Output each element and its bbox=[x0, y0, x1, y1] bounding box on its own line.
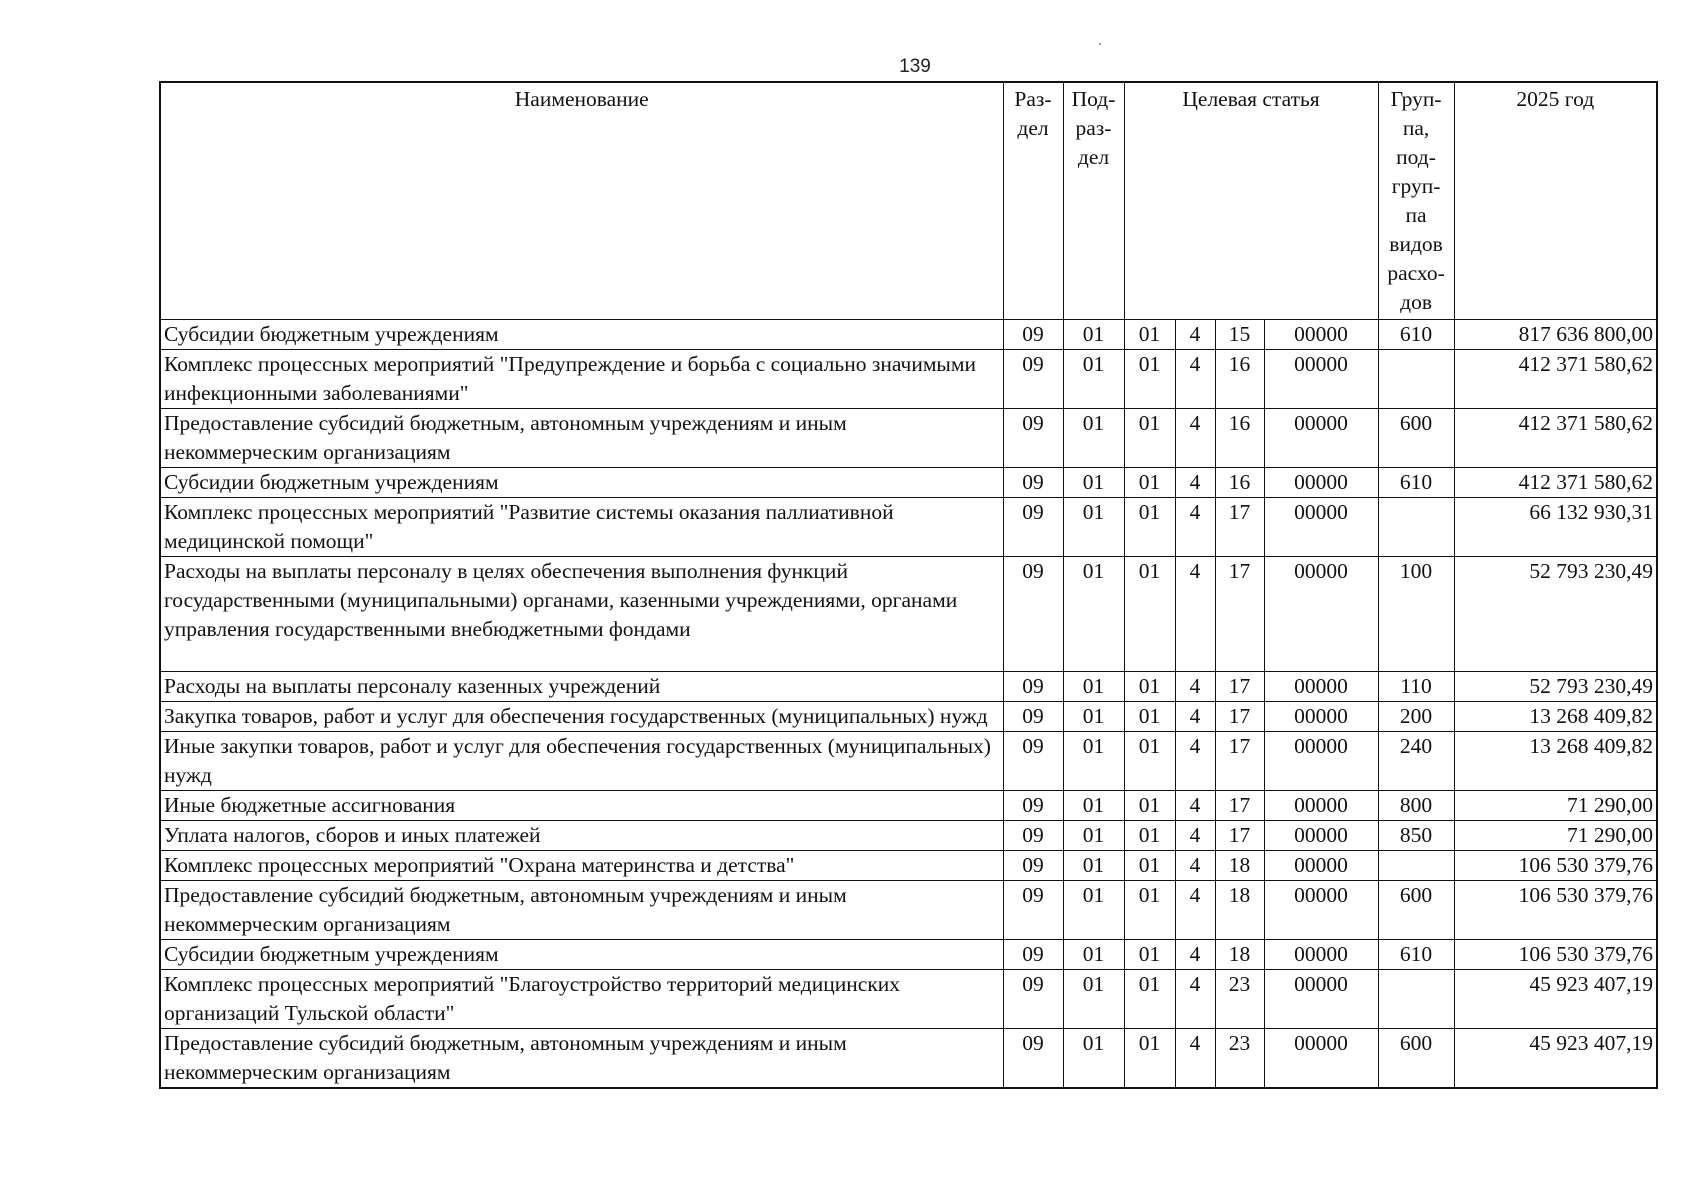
row-target-direction: 00000 bbox=[1264, 350, 1378, 409]
row-expense-group: 600 bbox=[1378, 1029, 1454, 1089]
row-target-direction: 00000 bbox=[1264, 791, 1378, 821]
row-target-complex: 17 bbox=[1215, 557, 1264, 672]
row-amount-2025: 106 530 379,76 bbox=[1454, 881, 1657, 940]
row-podrazdel: 01 bbox=[1063, 851, 1124, 881]
row-expense-group: 610 bbox=[1378, 320, 1454, 350]
row-target-direction: 00000 bbox=[1264, 1029, 1378, 1089]
row-target-program: 01 bbox=[1124, 821, 1175, 851]
row-target-complex: 17 bbox=[1215, 791, 1264, 821]
row-target-direction: 00000 bbox=[1264, 409, 1378, 468]
row-target-direction: 00000 bbox=[1264, 498, 1378, 557]
row-name: Комплекс процессных мероприятий "Развитие системы оказания паллиативной медицинской помощи" bbox=[160, 498, 1003, 557]
row-expense-group: 240 bbox=[1378, 732, 1454, 791]
row-amount-2025: 412 371 580,62 bbox=[1454, 409, 1657, 468]
row-razdel: 09 bbox=[1003, 940, 1063, 970]
table-row bbox=[160, 409, 1657, 468]
row-target-program: 01 bbox=[1124, 970, 1175, 1029]
row-target-complex: 18 bbox=[1215, 851, 1264, 881]
row-expense-group: 800 bbox=[1378, 791, 1454, 821]
row-razdel: 09 bbox=[1003, 881, 1063, 940]
table-row bbox=[160, 557, 1657, 672]
row-podrazdel: 01 bbox=[1063, 732, 1124, 791]
row-target-direction: 00000 bbox=[1264, 320, 1378, 350]
row-target-program: 01 bbox=[1124, 672, 1175, 702]
row-target-type: 4 bbox=[1175, 498, 1215, 557]
row-target-complex: 17 bbox=[1215, 672, 1264, 702]
row-razdel: 09 bbox=[1003, 350, 1063, 409]
row-name: Уплата налогов, сборов и иных платежей bbox=[160, 821, 1003, 851]
header-name: Наименование bbox=[160, 82, 1003, 320]
row-name: Комплекс процессных мероприятий "Охрана материнства и детства" bbox=[160, 851, 1003, 881]
row-target-type: 4 bbox=[1175, 350, 1215, 409]
table-row bbox=[160, 320, 1657, 350]
row-name: Предоставление субсидий бюджетным, автономным учреждениям и иным некоммерческим организациям bbox=[160, 1029, 1003, 1089]
row-target-type: 4 bbox=[1175, 851, 1215, 881]
row-target-direction: 00000 bbox=[1264, 732, 1378, 791]
row-target-complex: 23 bbox=[1215, 970, 1264, 1029]
row-expense-group bbox=[1378, 851, 1454, 881]
row-razdel: 09 bbox=[1003, 851, 1063, 881]
row-target-direction: 00000 bbox=[1264, 821, 1378, 851]
table-row bbox=[160, 732, 1657, 791]
row-target-program: 01 bbox=[1124, 409, 1175, 468]
row-razdel: 09 bbox=[1003, 498, 1063, 557]
row-razdel: 09 bbox=[1003, 821, 1063, 851]
table-row bbox=[160, 821, 1657, 851]
row-amount-2025: 45 923 407,19 bbox=[1454, 970, 1657, 1029]
row-target-direction: 00000 bbox=[1264, 940, 1378, 970]
row-target-complex: 16 bbox=[1215, 468, 1264, 498]
row-expense-group: 610 bbox=[1378, 468, 1454, 498]
row-target-program: 01 bbox=[1124, 557, 1175, 672]
table-row bbox=[160, 350, 1657, 409]
row-target-program: 01 bbox=[1124, 320, 1175, 350]
table-row bbox=[160, 498, 1657, 557]
row-target-direction: 00000 bbox=[1264, 672, 1378, 702]
header-group bbox=[1378, 82, 1454, 320]
table-row bbox=[160, 970, 1657, 1029]
row-target-complex: 18 bbox=[1215, 881, 1264, 940]
row-amount-2025: 52 793 230,49 bbox=[1454, 672, 1657, 702]
row-name: Субсидии бюджетным учреждениям bbox=[160, 320, 1003, 350]
row-podrazdel: 01 bbox=[1063, 1029, 1124, 1089]
row-expense-group bbox=[1378, 350, 1454, 409]
header-group-text: Груп- па, под- груп- па видов расхо- дов bbox=[1387, 87, 1445, 314]
row-podrazdel: 01 bbox=[1063, 468, 1124, 498]
row-name: Предоставление субсидий бюджетным, автономным учреждениям и иным некоммерческим организациям bbox=[160, 881, 1003, 940]
row-target-direction: 00000 bbox=[1264, 970, 1378, 1029]
row-razdel: 09 bbox=[1003, 732, 1063, 791]
table-row bbox=[160, 881, 1657, 940]
table-row bbox=[160, 468, 1657, 498]
row-name: Расходы на выплаты персоналу в целях обеспечения выполнения функций государственными (муниципальными) органами, казенными учреждениями, органами управления государственными внебюджетными фондами bbox=[160, 557, 1003, 672]
row-razdel: 09 bbox=[1003, 970, 1063, 1029]
row-amount-2025: 71 290,00 bbox=[1454, 821, 1657, 851]
row-razdel: 09 bbox=[1003, 791, 1063, 821]
row-target-complex: 16 bbox=[1215, 350, 1264, 409]
row-target-program: 01 bbox=[1124, 940, 1175, 970]
row-target-complex: 18 bbox=[1215, 940, 1264, 970]
row-target-direction: 00000 bbox=[1264, 468, 1378, 498]
row-target-type: 4 bbox=[1175, 672, 1215, 702]
row-podrazdel: 01 bbox=[1063, 791, 1124, 821]
header-razdel-text: Раз- дел bbox=[1014, 87, 1052, 140]
header-target-article: Целевая статья bbox=[1124, 82, 1378, 320]
table-body bbox=[160, 320, 1657, 1089]
row-expense-group: 850 bbox=[1378, 821, 1454, 851]
row-razdel: 09 bbox=[1003, 468, 1063, 498]
row-target-type: 4 bbox=[1175, 791, 1215, 821]
row-expense-group: 110 bbox=[1378, 672, 1454, 702]
row-target-type: 4 bbox=[1175, 320, 1215, 350]
row-name: Субсидии бюджетным учреждениям bbox=[160, 468, 1003, 498]
row-name: Предоставление субсидий бюджетным, автономным учреждениям и иным некоммерческим организациям bbox=[160, 409, 1003, 468]
header-podrazdel bbox=[1063, 82, 1124, 320]
row-amount-2025: 71 290,00 bbox=[1454, 791, 1657, 821]
row-target-type: 4 bbox=[1175, 940, 1215, 970]
row-podrazdel: 01 bbox=[1063, 350, 1124, 409]
row-target-complex: 15 bbox=[1215, 320, 1264, 350]
row-podrazdel: 01 bbox=[1063, 821, 1124, 851]
scan-speck bbox=[1099, 43, 1101, 45]
row-target-program: 01 bbox=[1124, 350, 1175, 409]
row-name: Иные закупки товаров, работ и услуг для обеспечения государственных (муниципальных) нужд bbox=[160, 732, 1003, 791]
row-podrazdel: 01 bbox=[1063, 557, 1124, 672]
row-target-type: 4 bbox=[1175, 557, 1215, 672]
row-target-type: 4 bbox=[1175, 732, 1215, 791]
row-target-program: 01 bbox=[1124, 702, 1175, 732]
row-target-complex: 17 bbox=[1215, 702, 1264, 732]
header-year: 2025 год bbox=[1454, 82, 1657, 320]
row-expense-group: 610 bbox=[1378, 940, 1454, 970]
header-razdel bbox=[1003, 82, 1063, 320]
row-amount-2025: 412 371 580,62 bbox=[1454, 350, 1657, 409]
table-header-row bbox=[160, 82, 1657, 320]
row-name: Закупка товаров, работ и услуг для обеспечения государственных (муниципальных) нужд bbox=[160, 702, 1003, 732]
row-target-type: 4 bbox=[1175, 821, 1215, 851]
row-target-direction: 00000 bbox=[1264, 851, 1378, 881]
row-expense-group bbox=[1378, 498, 1454, 557]
row-target-complex: 23 bbox=[1215, 1029, 1264, 1089]
row-razdel: 09 bbox=[1003, 672, 1063, 702]
row-razdel: 09 bbox=[1003, 409, 1063, 468]
table-row bbox=[160, 702, 1657, 732]
row-expense-group: 200 bbox=[1378, 702, 1454, 732]
row-target-program: 01 bbox=[1124, 791, 1175, 821]
row-target-complex: 17 bbox=[1215, 732, 1264, 791]
row-podrazdel: 01 bbox=[1063, 409, 1124, 468]
row-amount-2025: 45 923 407,19 bbox=[1454, 1029, 1657, 1089]
row-razdel: 09 bbox=[1003, 320, 1063, 350]
row-razdel: 09 bbox=[1003, 557, 1063, 672]
table-row bbox=[160, 851, 1657, 881]
row-podrazdel: 01 bbox=[1063, 672, 1124, 702]
row-name: Иные бюджетные ассигнования bbox=[160, 791, 1003, 821]
row-amount-2025: 52 793 230,49 bbox=[1454, 557, 1657, 672]
row-amount-2025: 817 636 800,00 bbox=[1454, 320, 1657, 350]
row-expense-group: 600 bbox=[1378, 409, 1454, 468]
row-expense-group bbox=[1378, 970, 1454, 1029]
row-expense-group: 100 bbox=[1378, 557, 1454, 672]
row-amount-2025: 106 530 379,76 bbox=[1454, 940, 1657, 970]
row-target-type: 4 bbox=[1175, 881, 1215, 940]
row-target-type: 4 bbox=[1175, 970, 1215, 1029]
row-name: Комплекс процессных мероприятий "Благоустройство территорий медицинских организаций Тульской области" bbox=[160, 970, 1003, 1029]
row-amount-2025: 13 268 409,82 bbox=[1454, 702, 1657, 732]
row-target-direction: 00000 bbox=[1264, 881, 1378, 940]
row-podrazdel: 01 bbox=[1063, 970, 1124, 1029]
row-expense-group: 600 bbox=[1378, 881, 1454, 940]
row-target-program: 01 bbox=[1124, 732, 1175, 791]
row-podrazdel: 01 bbox=[1063, 940, 1124, 970]
row-name: Комплекс процессных мероприятий "Предупреждение и борьба с социально значимыми инфекционными заболеваниями" bbox=[160, 350, 1003, 409]
row-target-program: 01 bbox=[1124, 881, 1175, 940]
row-target-direction: 00000 bbox=[1264, 557, 1378, 672]
row-target-complex: 16 bbox=[1215, 409, 1264, 468]
table-row bbox=[160, 672, 1657, 702]
row-target-type: 4 bbox=[1175, 702, 1215, 732]
table-row bbox=[160, 1029, 1657, 1089]
row-podrazdel: 01 bbox=[1063, 498, 1124, 557]
row-razdel: 09 bbox=[1003, 1029, 1063, 1089]
row-target-program: 01 bbox=[1124, 851, 1175, 881]
row-target-program: 01 bbox=[1124, 498, 1175, 557]
row-amount-2025: 412 371 580,62 bbox=[1454, 468, 1657, 498]
row-amount-2025: 66 132 930,31 bbox=[1454, 498, 1657, 557]
row-amount-2025: 106 530 379,76 bbox=[1454, 851, 1657, 881]
row-razdel: 09 bbox=[1003, 702, 1063, 732]
row-podrazdel: 01 bbox=[1063, 881, 1124, 940]
row-target-type: 4 bbox=[1175, 468, 1215, 498]
row-target-type: 4 bbox=[1175, 409, 1215, 468]
budget-table bbox=[159, 81, 1658, 1089]
table-row bbox=[160, 940, 1657, 970]
row-podrazdel: 01 bbox=[1063, 320, 1124, 350]
header-podrazdel-text: Под- раз- дел bbox=[1071, 87, 1116, 169]
page-number: 139 bbox=[899, 56, 931, 77]
row-target-direction: 00000 bbox=[1264, 702, 1378, 732]
row-name: Субсидии бюджетным учреждениям bbox=[160, 940, 1003, 970]
row-target-complex: 17 bbox=[1215, 498, 1264, 557]
row-target-program: 01 bbox=[1124, 1029, 1175, 1089]
row-name: Расходы на выплаты персоналу казенных учреждений bbox=[160, 672, 1003, 702]
table-row bbox=[160, 791, 1657, 821]
row-target-type: 4 bbox=[1175, 1029, 1215, 1089]
row-podrazdel: 01 bbox=[1063, 702, 1124, 732]
row-target-complex: 17 bbox=[1215, 821, 1264, 851]
row-target-program: 01 bbox=[1124, 468, 1175, 498]
row-amount-2025: 13 268 409,82 bbox=[1454, 732, 1657, 791]
